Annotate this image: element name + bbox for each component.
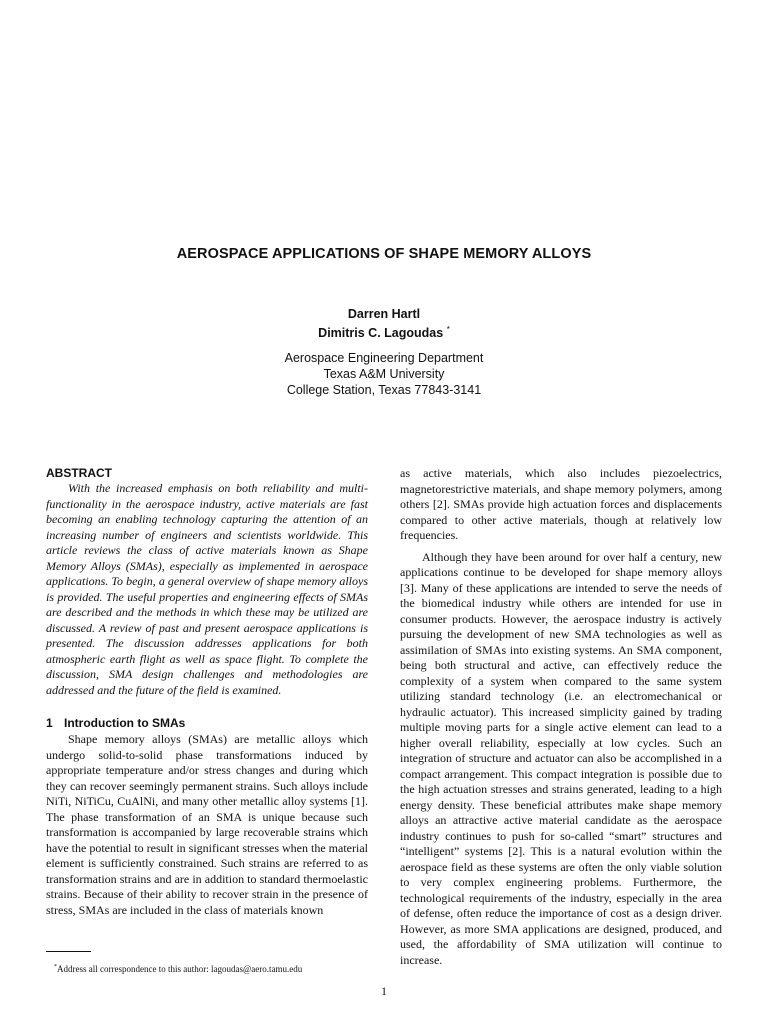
right-column (400, 466, 722, 968)
author-name: Dimitris C. Lagoudas * (318, 325, 450, 341)
footnote (54, 962, 302, 975)
author-name: Darren Hartl (347, 307, 421, 321)
affiliation-block (0, 350, 768, 398)
author-footnote-mark: * (446, 325, 450, 334)
abstract-heading: ABSTRACT (46, 466, 112, 480)
body-paragraph: Although they have been around for over half a century, new applications continue to be developed for shape memory alloys [3]. Many of these applications are intended to serve the needs of the biomedical industry while others are intended for use in consumer products. However, the aerospace industry is actively pursuing the development of new SMA technologies as well as assimilation of SMAs into existing systems. An SMA component, being both structural and active, can effectively reduce the complexity of a system when compared to the same system utilizing standard technology (i.e. an electromechanical or hydraulic actuator). This increased simplicity gained by trading multiple moving parts for a single active element can lead to a higher overall reliability, especially at low cycles. Such an integration of structure and actuator can also be accomplished in a compact arrangement. This compact integration is possible due to the high actuation stresses and strains generated, leading to a high energy density. These beneficial attributes make shape memory alloys an attractive active material candidate as the aerospace industry continues to push for so-called “smart” structures and “intelligent” systems [2]. This is a natural evolution within the aerospace field as these systems are often the only viable solution to very complex engineering problems. Furthermore, the technological requirements of the industry, especially in the area of defense, often reduce the importance of cost as a design driver. However, as more SMA applications are designed, produced, and used, the affordability of SMA utilization will continue to increase. (400, 549, 722, 967)
body-paragraph: Shape memory alloys (SMAs) are metallic alloys which undergo solid-to-solid phase transformations induced by appropriate temperature and/or stress changes and during which they can recover seemingly permanent strains. Such alloys include NiTi, NiTiCu, CuAlNi, and many other metallic alloy systems [1]. The phase transformation of an SMA is unique because such transformation is accompanied by large recoverable strains which have the potential to result in significant stresses when the material element is sufficiently constrained. Such strains are referred to as transformation strains and are in addition to standard thermoelastic strains. Because of their ability to recover strain in the presence of stress, SMAs are included in the class of materials known (46, 732, 368, 917)
body-paragraph: as active materials, which also includes piezoelectrics, magnetorestrictive materials, and shape memory polymers, among others [2]. SMAs provide high actuation forces and displacements compared to other active materials, though at relatively low frequencies. (400, 466, 722, 542)
paper-title: AEROSPACE APPLICATIONS OF SHAPE MEMORY ALLOYS (176, 246, 592, 262)
page-number: 1 (381, 984, 387, 998)
author-block (0, 306, 768, 341)
section-heading (46, 716, 368, 731)
footnote-mark: * (54, 964, 57, 970)
footnote-divider (46, 951, 91, 952)
affiliation-line: Texas A&M University (323, 367, 445, 381)
affiliation-line: Aerospace Engineering Department (284, 351, 484, 365)
footnote-text: Address all correspondence to this author: lagoudas@aero.tamu.edu (57, 964, 303, 974)
affiliation-line: College Station, Texas 77843-3141 (286, 383, 482, 397)
left-column (46, 466, 368, 918)
section-title: Introduction to SMAs (64, 716, 186, 730)
section-number: 1 (46, 716, 53, 730)
abstract-text: With the increased emphasis on both reliability and multi-functionality in the aerospace industry, active materials are fast becoming an enabling technology capturing the attention of an increasing number of engineers and scientists worldwide. This article reviews the class of active materials known as Shape Memory Alloys (SMAs), especially as implemented in aerospace applications. To begin, a general overview of shape memory alloys is provided. The useful properties and engineering effects of SMAs are described and the methods in which these may be utilized are discussed. A review of past and present aerospace applications is presented. The discussion addresses applications for both atmospheric earth flight as well as space flight. To complete the discussion, SMA design challenges and methodologies are addressed and the future of the field is examined. (46, 481, 368, 697)
